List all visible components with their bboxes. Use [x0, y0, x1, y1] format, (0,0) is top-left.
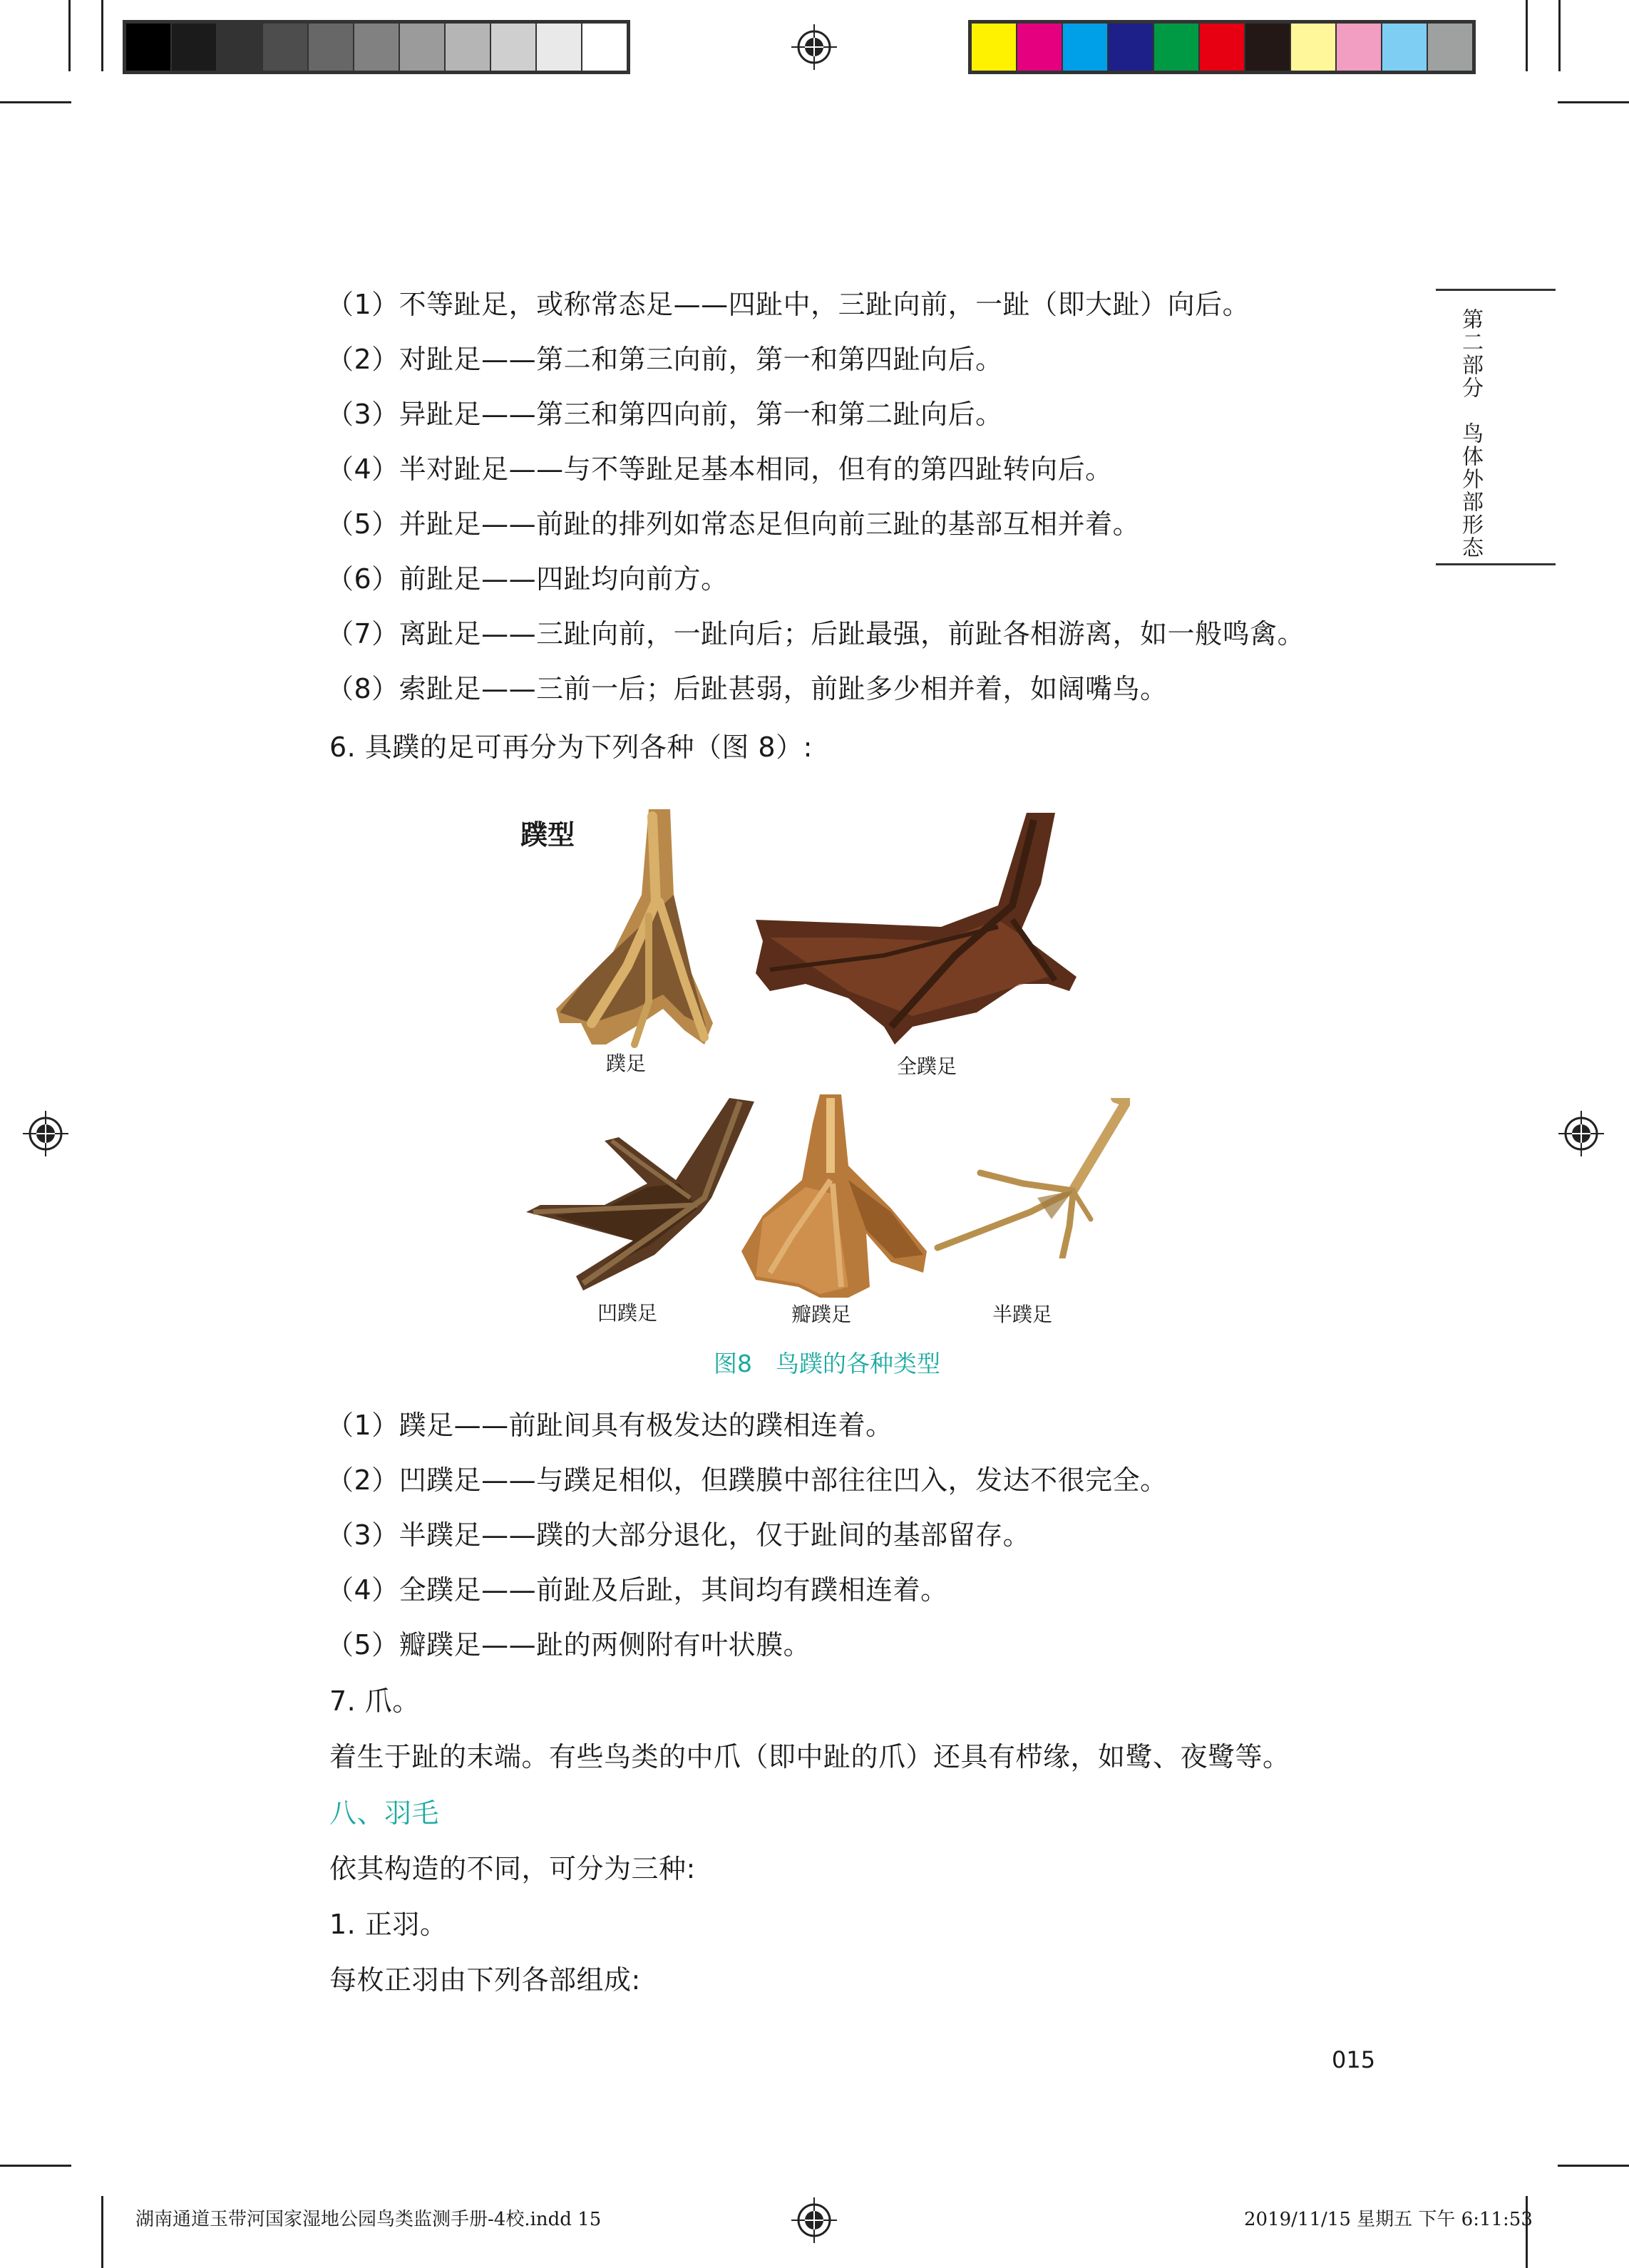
web-type-item: （3）半蹼足——蹼的大部分退化，仅于趾间的基部留存。	[327, 1519, 1031, 1551]
process-color-swatch	[1200, 24, 1245, 71]
feathers-item-heading: 1. 正羽。	[329, 1909, 448, 1940]
web-type-item: （4）全蹼足——前趾及后趾，其间均有蹼相连着。	[327, 1574, 948, 1606]
grayscale-swatch	[537, 24, 582, 71]
process-color-swatch	[1245, 24, 1291, 71]
feathers-intro: 依其构造的不同，可分为三种:	[329, 1853, 696, 1884]
grayscale-swatch	[446, 24, 491, 71]
web-type-item: （5）瓣蹼足——趾的两侧附有叶状膜。	[327, 1629, 811, 1661]
toe-type-item: （6）前趾足——四趾均向前方。	[327, 563, 729, 595]
crop-mark	[1526, 0, 1528, 71]
lobed-foot-photo	[741, 1094, 927, 1298]
figure-caption: 图8 鸟蹼的各种类型	[714, 1350, 940, 1377]
toe-type-item: （7）离趾足——三趾向前，一趾向后；后趾最强，前趾各相游离，如一般鸣禽。	[327, 618, 1305, 650]
figure-title: 蹼型	[520, 819, 575, 851]
grayscale-swatch	[263, 24, 309, 71]
grayscale-swatch	[400, 24, 446, 71]
grayscale-color-bar	[123, 20, 630, 74]
process-color-swatch	[1154, 24, 1200, 71]
side-tab-rule	[1436, 563, 1556, 565]
process-color-bar	[968, 20, 1476, 74]
totipalmate-foot-photo	[741, 813, 1098, 1055]
crop-mark	[1558, 0, 1561, 71]
registration-mark-icon	[23, 1111, 68, 1156]
registration-mark-icon	[1558, 1111, 1604, 1156]
process-color-swatch	[1017, 24, 1063, 71]
claw-text: 着生于趾的末端。有些鸟类的中爪（即中趾的爪）还具有栉缘，如鹭、夜鹭等。	[329, 1741, 1290, 1772]
feathers-section-heading: 八、羽毛	[329, 1797, 440, 1829]
webbed-foot-intro: 6. 具蹼的足可再分为下列各种（图 8）:	[329, 732, 813, 763]
figure-label-incised: 凹蹼足	[597, 1301, 658, 1325]
figure-label-webbed: 蹼足	[606, 1052, 647, 1075]
process-color-swatch	[1337, 24, 1382, 71]
crop-mark	[1558, 2165, 1629, 2167]
feathers-item-text: 每枚正羽由下列各部组成:	[329, 1964, 641, 1996]
grayscale-swatch	[126, 24, 172, 71]
grayscale-swatch	[582, 24, 627, 71]
side-tab-section-title: 第二部分 鸟体外部形态	[1458, 308, 1483, 559]
registration-mark-icon	[791, 24, 837, 70]
grayscale-swatch	[491, 24, 537, 71]
web-type-item: （2）凹蹼足——与蹼足相似，但蹼膜中部往往凹入，发达不很完全。	[327, 1464, 1168, 1496]
crop-mark	[101, 0, 103, 71]
toe-type-item: （2）对趾足——第二和第三向前，第一和第四趾向后。	[327, 344, 1003, 375]
slug-timestamp: 2019/11/15 星期五 下午 6:11:53	[1244, 2209, 1533, 2230]
process-color-swatch	[972, 24, 1017, 71]
figure-label-semipalmate: 半蹼足	[992, 1303, 1053, 1326]
grayscale-swatch	[217, 24, 263, 71]
page-number: 015	[1332, 2046, 1376, 2073]
grayscale-swatch	[172, 24, 217, 71]
claw-heading: 7. 爪。	[329, 1685, 420, 1717]
process-color-swatch	[1109, 24, 1154, 71]
crop-mark	[68, 0, 71, 71]
incised-webbed-foot-photo	[526, 1098, 758, 1290]
toe-type-item: （5）并趾足——前趾的排列如常态足但向前三趾的基部互相并着。	[327, 508, 1141, 540]
process-color-swatch	[1063, 24, 1109, 71]
crop-mark	[0, 101, 71, 103]
toe-type-item: （8）索趾足——三前一后；后趾甚弱，前趾多少相并着，如阔嘴鸟。	[327, 673, 1168, 704]
process-color-swatch	[1382, 24, 1428, 71]
registration-mark-icon	[791, 2197, 837, 2243]
crop-mark	[1558, 101, 1629, 103]
grayscale-swatch	[354, 24, 400, 71]
semipalmate-foot-photo	[930, 1098, 1130, 1258]
process-color-swatch	[1291, 24, 1337, 71]
side-tab-rule	[1436, 289, 1556, 291]
grayscale-swatch	[309, 24, 354, 71]
figure-label-totipalmate: 全蹼足	[897, 1055, 957, 1078]
crop-mark	[0, 2165, 71, 2167]
toe-type-item: （4）半对趾足——与不等趾足基本相同，但有的第四趾转向后。	[327, 453, 1113, 485]
toe-type-item: （3）异趾足——第三和第四向前，第一和第二趾向后。	[327, 399, 1003, 430]
webbed-foot-photo	[542, 809, 727, 1055]
web-type-item: （1）蹼足——前趾间具有极发达的蹼相连着。	[327, 1410, 893, 1441]
figure-label-lobed: 瓣蹼足	[791, 1303, 852, 1326]
crop-mark	[101, 2196, 103, 2268]
toe-type-item: （1）不等趾足，或称常态足——四趾中，三趾向前，一趾（即大趾）向后。	[327, 289, 1250, 320]
process-color-swatch	[1428, 24, 1472, 71]
slug-filename: 湖南通道玉带河国家湿地公园鸟类监测手册-4校.indd 15	[135, 2209, 602, 2230]
